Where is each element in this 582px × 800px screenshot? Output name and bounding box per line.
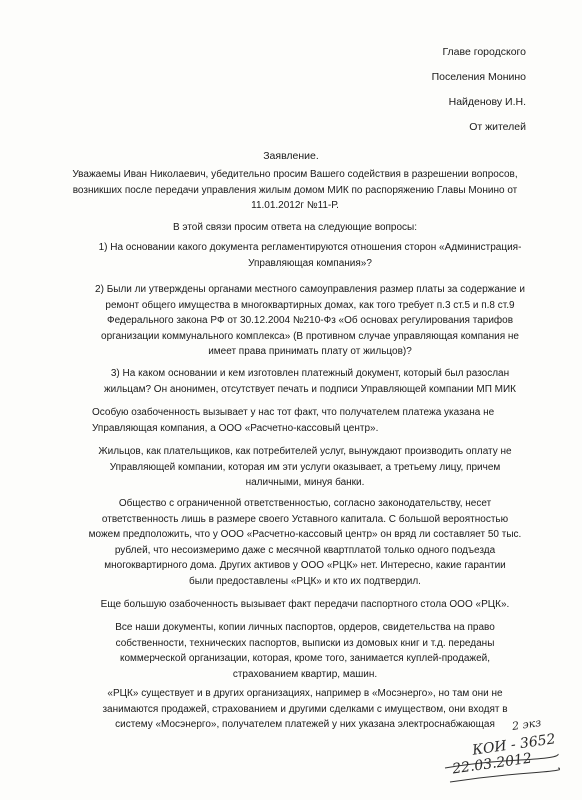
paragraph-2-line-1: Жильцов, как плательщиков, как потребителей услуг, вынуждают производить оплату не bbox=[98, 446, 512, 457]
paragraph-5-line-4: страхованием квартир, машин. bbox=[232, 668, 378, 680]
question-1-line-2: Управляющая компания»? bbox=[248, 257, 372, 269]
paragraph-3-line-2: ответственность лишь в размере своего Уставного капитала. С большой вероятностью bbox=[101, 513, 509, 525]
intro-line-2: возникших после передачи управления жилым домом МИК по распоряжению Главы Монино от bbox=[72, 184, 518, 196]
paragraph-1-line-1: Особую озабоченность вызывает у нас тот факт, что получателем платежа указана не bbox=[92, 407, 495, 418]
document-title: Заявление. bbox=[263, 150, 319, 162]
paragraph-5-line-2: собственности, технических паспортов, выписки из домовых книг и т.д. переданы bbox=[115, 637, 495, 649]
question-3-line-1: 3) На каком основании и кем изготовлен платежный документ, который был разослан bbox=[110, 368, 510, 379]
paragraph-3-line-6: были предоставлены «РЦК» и кто их подтвердил. bbox=[189, 575, 421, 587]
addressee-line-2: Поселения Монино bbox=[431, 71, 526, 83]
intro-paragraph bbox=[40, 167, 550, 214]
paragraph-4: Еще большую озабоченность вызывает факт передачи паспортного стола ООО «РЦК». bbox=[100, 599, 510, 610]
handwritten-underline-scribble bbox=[440, 740, 560, 785]
paragraph-3-line-3: можем предположить, что у ООО «Расчетно-кассовый центр» он вряд ли составляет 50 тыс. bbox=[88, 529, 522, 540]
paragraph-6 bbox=[50, 686, 560, 733]
paragraph-3-line-1: Общество с ограниченной ответственностью, согласно законодательству, несет bbox=[118, 498, 492, 509]
paragraph-1 bbox=[92, 405, 562, 436]
paragraph-3 bbox=[50, 496, 560, 589]
paragraph-6-line-3: систему «Мосэнерго», получателем платежей у них указана электроснабжающая bbox=[115, 719, 495, 730]
intro-line-1: Уважаемы Иван Николаевич, убедительно просим Вашего содействия в разрешении вопросов, bbox=[72, 169, 518, 180]
paragraph-5 bbox=[50, 620, 560, 682]
paragraph-6-line-2: занимаются продажей, страхованием и другими сделками с имуществом, они входят в bbox=[102, 703, 508, 715]
paragraph-1-line-2: Управляющая компания, а ООО «Расчетно-кассовый центр». bbox=[92, 422, 379, 434]
handwritten-copies-note: 2 экз bbox=[511, 716, 542, 733]
handwritten-registration-number: КОИ - 3652 bbox=[471, 731, 557, 759]
addressee-line-4: От жителей bbox=[469, 121, 526, 133]
addressee-line-1: Главе городского bbox=[442, 46, 526, 58]
intro-line-3: 11.01.2012г №11-Р. bbox=[251, 200, 339, 211]
question-2-line-5: имеет права принимать плату от жильцов)? bbox=[208, 346, 412, 357]
paragraph-5-line-1: Все наши документы, копии личных паспортов, ордеров, свидетельства на право bbox=[115, 622, 495, 633]
question-2-line-1: 2) Были ли утверждены органами местного самоуправления размер платы за содержание и bbox=[95, 284, 525, 295]
question-1 bbox=[60, 240, 560, 271]
question-1-line-1: 1) На основании какого документа регламентируются отношения сторон «Администрация- bbox=[98, 242, 522, 253]
addressee-line-3: Найденову И.Н. bbox=[448, 96, 526, 108]
handwritten-registration-date: 22.03.2012 bbox=[451, 750, 533, 778]
paragraph-3-line-4: рублей, что несоизмеримо даже с месячной квартплатой только одного подъезда bbox=[114, 544, 496, 556]
question-3-line-2: жильцам? Он анонимен, отсутствует печать и подписи Управляющей компании МП МИК bbox=[103, 383, 516, 395]
paragraph-2-line-2: Управляющей компании, которая им эти услуги оказывает, а третьему лицу, причем bbox=[109, 461, 501, 473]
paragraph-5-line-3: коммерческой организации, которая, кроме того, занимается куплей-продажей, bbox=[119, 653, 491, 664]
question-2-line-2: ремонт общего имущества в многоквартирных домах, как того требует п.3 ст.5 и п.8 ст.9 bbox=[105, 299, 515, 311]
question-2-line-4: организации коммунального комплекса» (В противном случае управляющая компания не bbox=[101, 330, 519, 342]
paragraph-3-line-5: многоквартирного дома. Других активов у ООО «РЦК» нет. Интересно, какие гарантии bbox=[104, 560, 506, 571]
question-3 bbox=[60, 366, 560, 397]
question-2 bbox=[60, 282, 560, 360]
request-line: В этой связи просим ответа на следующие вопросы: bbox=[172, 222, 418, 233]
paragraph-2 bbox=[50, 444, 560, 491]
question-2-line-3: Федерального закона РФ от 30.12.2004 №210-Фз «Об основах регулирования тарифов bbox=[106, 315, 514, 326]
paragraph-2-line-3: наличными, минуя банки. bbox=[245, 477, 365, 488]
paragraph-6-line-1: «РЦК» существует и в других организациях, например в «Мосэнерго», но там они не bbox=[107, 688, 503, 699]
